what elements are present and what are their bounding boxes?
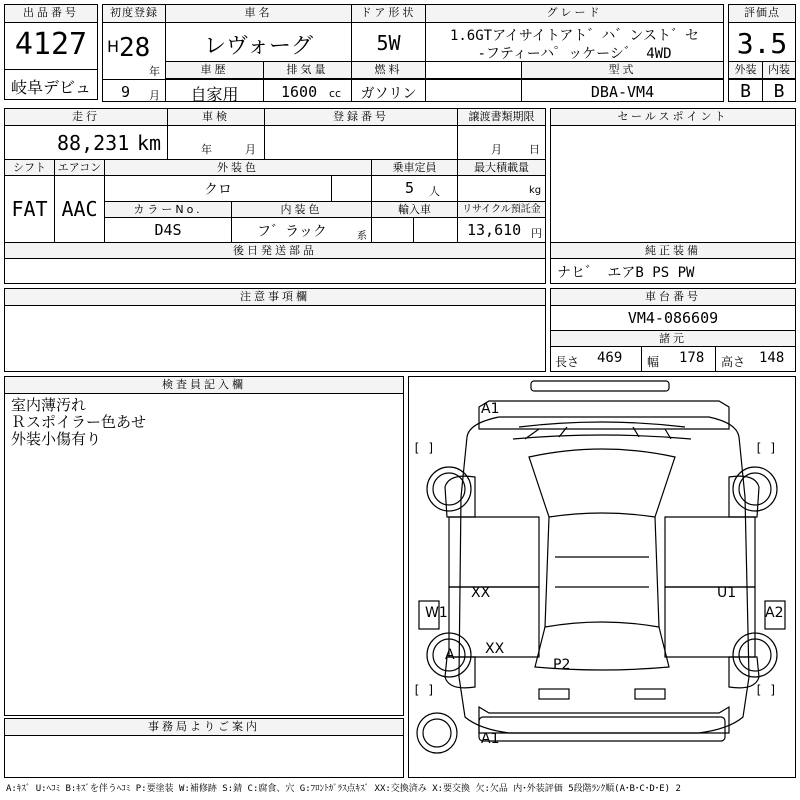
plate-label: 登録番号 (265, 109, 457, 126)
bracket-right-top: [ ] (755, 441, 777, 455)
door-type: 5W (376, 31, 401, 55)
mileage-unit: km (137, 131, 162, 155)
displacement-label: 排気量 (264, 62, 351, 79)
mark-w1: W1 (425, 605, 448, 621)
capacity: 5 (405, 179, 415, 197)
grade-label: グレード (426, 5, 723, 23)
fuel-label: 燃料 (352, 62, 425, 79)
height-label: 高さ (721, 355, 746, 369)
later-parts-label: 後日発送部品 (5, 243, 545, 259)
capacity-label: 乗車定員 (372, 160, 457, 176)
mark-a1-bottom: A1 (481, 731, 500, 747)
recycle-amount: 13,610 (467, 221, 522, 239)
car-name-label: 車名 (166, 5, 351, 23)
legend-footer: A:ｷｽﾞ U:ﾍｺﾐ B:ｷｽﾞを伴うﾍｺﾐ P:要塗装 W:補修跡 S:錆 C:腐食、穴 G:ﾌﾛﾝﾄｶﾞﾗｽ点ｷｽﾞ XX:交換済み X:要交換 欠:欠品 内･外装評価 5段階ﾗﾝｸ順(A･B･C･D･E) 2 (6, 784, 681, 794)
sales-points-box (550, 108, 796, 284)
office-box (4, 718, 404, 778)
inspector-line-1: 室内薄汚れ (11, 396, 87, 414)
door-label: ドア形状 (352, 5, 425, 23)
history-label: 車歴 (166, 62, 263, 79)
recycle-label: リサイクル預託金 (458, 202, 545, 218)
inspector-box (4, 376, 404, 716)
interior-grade: B (773, 81, 785, 102)
score-label: 評価点 (729, 5, 795, 23)
ac-label: エアコン (55, 160, 104, 176)
venue: 岐阜デビュ (10, 78, 91, 97)
length-value: 469 (597, 350, 623, 366)
height-value: 148 (759, 350, 785, 366)
displacement: 1600 (281, 83, 318, 101)
transfer-day-unit: 日 (529, 143, 540, 156)
score-box (728, 4, 796, 102)
lot-label: 出品番号 (5, 5, 97, 23)
ac: AAC (61, 197, 98, 221)
fuel: ガソリン (360, 86, 417, 102)
inspector-line-3: 外装小傷有り (11, 430, 102, 448)
displacement-unit: cc (329, 87, 342, 100)
bracket-left-bottom: [ ] (413, 683, 435, 697)
recycle-unit: 円 (531, 227, 542, 240)
insp-month-unit: 月 (245, 143, 256, 156)
bracket-left-top: [ ] (413, 441, 435, 455)
capacity-unit: 人 (429, 185, 440, 198)
year-unit: 年 (149, 65, 160, 78)
ext-color-label: 外装色 (105, 160, 371, 176)
int-color: フ゛ラック (257, 224, 327, 240)
lot-box (4, 4, 98, 100)
color-no: D4S (154, 221, 182, 239)
lot-number: 4127 (14, 27, 88, 62)
model-label: 型式 (522, 62, 723, 79)
shift-label: シフト (5, 160, 54, 176)
chassis-number: VM4-086609 (627, 309, 719, 327)
int-color-label: 内装色 (232, 202, 371, 218)
score: 3.5 (736, 27, 788, 60)
bracket-right-bottom: [ ] (755, 683, 777, 697)
car-outline (409, 377, 795, 777)
equipment-value: ナヒ゛ エアB PS PW (557, 265, 695, 281)
model: DBA-VM4 (590, 83, 655, 101)
mileage: 88,231 (57, 131, 130, 155)
details-box (4, 108, 546, 284)
equipment-label: 純正装備 (551, 243, 795, 259)
month-unit: 月 (149, 89, 160, 102)
inspector-label: 検査員記入欄 (5, 377, 403, 394)
color-no-label: カラーNo. (105, 202, 231, 218)
office-label: 事務局よりご案内 (5, 719, 403, 736)
insp-year-unit: 年 (201, 143, 212, 156)
width-value: 178 (679, 350, 705, 366)
notes-label: 注意事項欄 (5, 289, 545, 306)
chassis-box (550, 288, 796, 372)
inspection-label: 車検 (168, 109, 264, 126)
chassis-label: 車台番号 (551, 289, 795, 306)
mark-a1-top: A1 (481, 401, 500, 417)
first-reg-label: 初度登録 (103, 5, 165, 23)
mark-a-left: A (445, 647, 455, 663)
grade-line1: 1.6GTアイサイトアト゛ハ゛ンスト゛セ (449, 28, 700, 44)
history: 自家用 (190, 85, 239, 104)
shift: FAT (11, 197, 48, 221)
ext-color: クロ (204, 182, 232, 198)
reg-year: 28 (119, 33, 151, 63)
transfer-month-unit: 月 (491, 143, 502, 156)
grade-line2: -フティーハ゜ッケーシ゛ 4WD (477, 46, 672, 62)
transfer-label: 譲渡書類期限 (458, 109, 545, 126)
dims-label: 諸元 (551, 331, 795, 347)
car-name: レヴォーグ (203, 34, 314, 59)
interior-label: 内装 (763, 62, 795, 79)
length-label: 長さ (555, 355, 580, 369)
reg-month: 9 (121, 83, 131, 101)
mark-xx-left: XX (471, 585, 491, 601)
width-label: 幅 (647, 355, 660, 369)
import-label: 輸入車 (372, 202, 457, 218)
car-diagram (408, 376, 796, 778)
notes-box (4, 288, 546, 372)
mark-p2: P2 (553, 657, 571, 673)
load-unit: kg (529, 185, 542, 196)
inspector-line-2: Ｒスポイラー色あせ (11, 413, 147, 431)
era: H (107, 37, 120, 56)
exterior-label: 外装 (729, 62, 762, 79)
mark-a2: A2 (765, 605, 784, 621)
mileage-label: 走行 (5, 109, 167, 126)
mark-xx-left-2: XX (485, 641, 505, 657)
sales-points-label: セールスポイント (551, 109, 795, 126)
load-label: 最大積載量 (458, 160, 545, 176)
vehicle-header-box (102, 4, 724, 102)
mark-u1: U1 (717, 585, 737, 601)
exterior-grade: B (740, 81, 751, 102)
int-color-suffix: 系 (357, 231, 367, 242)
